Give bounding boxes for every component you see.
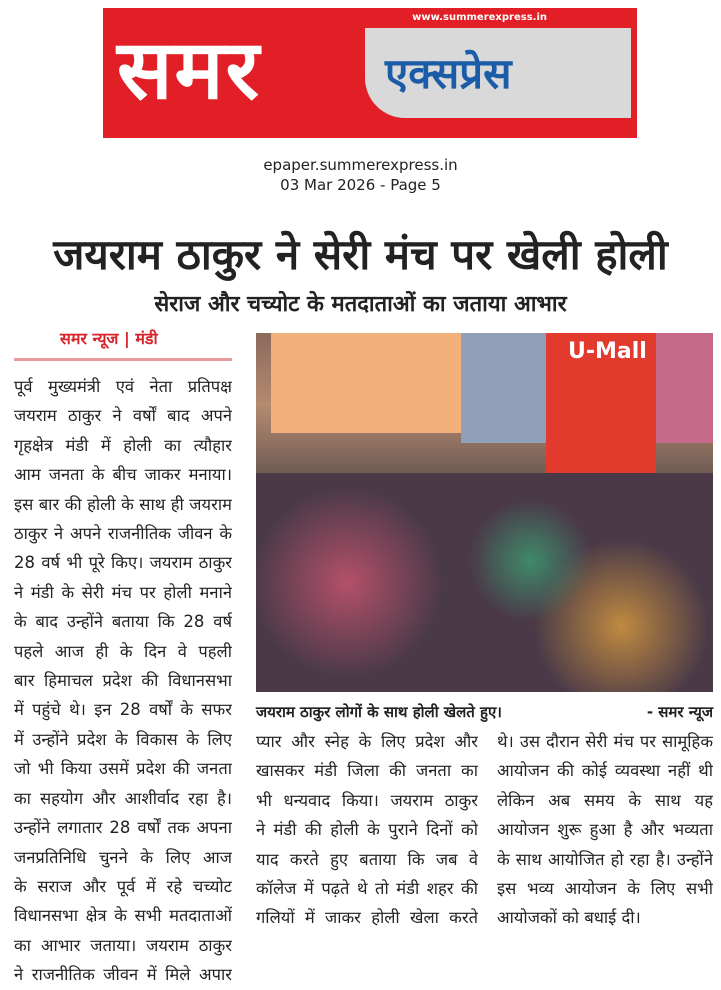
article-line: गृहक्षेत्र मंडी में होली का त्यौहार bbox=[14, 435, 232, 455]
article-line: बार हिमाचल प्रदेश की विधानसभा bbox=[14, 671, 232, 691]
byline: समर न्यूज | मंडी bbox=[60, 329, 158, 348]
news-photo bbox=[256, 333, 713, 692]
logo-samar: समर bbox=[117, 23, 262, 118]
newspaper-logo bbox=[103, 8, 637, 138]
article-line: के साथ आयोजित हो रहा है। उन्होंने bbox=[497, 849, 713, 869]
article-line: जो भी किया उसमें प्रदेश की जनता bbox=[14, 759, 232, 779]
article-line: जयराम ठाकुर ने वर्षों बाद अपने bbox=[14, 406, 232, 426]
article-line: के सराज और पूर्व में रहे चच्योट bbox=[14, 876, 232, 896]
article-line: में उन्होंने प्रदेश के विकास के लिए bbox=[14, 729, 232, 749]
article-line: में पहुंचे थे। इन 28 वर्षों के सफर bbox=[14, 700, 232, 720]
umall-sign: U-Mall bbox=[568, 339, 647, 364]
article-line: इस बार की होली के साथ ही जयराम bbox=[14, 494, 232, 514]
article-line: उन्होंने लगातार 28 वर्षों तक अपना bbox=[14, 818, 232, 838]
article-line: पहले आज ही के दिन वे पहली bbox=[14, 641, 232, 661]
article-line: खासकर मंडी जिला की जनता का bbox=[256, 761, 478, 781]
building bbox=[461, 333, 546, 443]
article-line: पूर्व मुख्यमंत्री एवं नेता प्रतिपक्ष bbox=[14, 377, 232, 396]
article-line: गलियों में जाकर होली खेला करते bbox=[256, 908, 478, 928]
article-line: याद करते हुए बताया कि जब वे bbox=[256, 849, 478, 869]
article-line: आम जनता के बीच जाकर मनाया। bbox=[14, 465, 232, 485]
epaper-site[interactable]: epaper.summerexpress.in bbox=[263, 156, 458, 174]
article-column-2 bbox=[256, 727, 478, 933]
article-line: भी धन्यवाद किया। जयराम ठाकुर bbox=[256, 790, 478, 810]
article-line: ने मंडी के सेरी मंच पर होली मनाने bbox=[14, 582, 232, 602]
logo-panel bbox=[365, 28, 631, 118]
banner-right bbox=[656, 333, 713, 443]
article-line: ठाकुर ने अपने राजनीतिक जीवन के bbox=[14, 524, 232, 544]
article-line: आयोजन शुरू हुआ है और भव्यता bbox=[497, 820, 713, 840]
article-column-3 bbox=[497, 727, 713, 933]
article-line: ने मंडी की होली के पुराने दिनों को bbox=[256, 820, 478, 840]
epaper-meta bbox=[0, 155, 721, 195]
caption-text: जयराम ठाकुर लोगों के साथ होली खेलते हुए। bbox=[256, 703, 502, 721]
article-line: विधानसभा क्षेत्र के सभी मतदाताओं bbox=[14, 906, 232, 926]
article-line: प्यार और स्नेह के लिए प्रदेश और bbox=[256, 732, 478, 751]
article-line: का सहयोग और आशीर्वाद रहा है। bbox=[14, 788, 232, 808]
logo-url: www.summerexpress.in bbox=[412, 12, 547, 23]
subheadline: सेराज और चच्योट के मतदाताओं का जताया आभार bbox=[154, 292, 567, 317]
article-line: जनप्रतिनिधि चुनने के लिए आज bbox=[14, 847, 232, 867]
article-line: कॉलेज में पढ़ते थे तो मंडी शहर की bbox=[256, 879, 478, 899]
headline: जयराम ठाकुर ने सेरी मंच पर खेली होली bbox=[53, 230, 668, 279]
banner-sweets bbox=[271, 333, 461, 433]
article-line: 28 वर्ष भी पूरे किए। जयराम ठाकुर bbox=[14, 553, 232, 573]
article-line: ने राजनीतिक जीवन में मिले अपार bbox=[14, 965, 232, 985]
article-column-1 bbox=[14, 372, 232, 990]
article-line: लेकिन अब समय के साथ यह bbox=[497, 790, 713, 810]
article-line: इस भव्य आयोजन के लिए सभी bbox=[497, 879, 713, 899]
byline-divider bbox=[14, 358, 232, 361]
article-line: थे। उस दौरान सेरी मंच पर सामूहिक bbox=[497, 732, 713, 751]
article-line: के बाद उन्होंने बताया कि 28 वर्ष bbox=[14, 612, 232, 632]
caption-credit: - समर न्यूज bbox=[646, 703, 713, 721]
article-line: आयोजकों को बधाई दी। bbox=[497, 908, 641, 928]
crowd bbox=[256, 473, 713, 692]
article-line: का आभार जताया। जयराम ठाकुर bbox=[14, 935, 232, 955]
date-page: 03 Mar 2026 - Page 5 bbox=[280, 176, 441, 194]
photo-caption bbox=[256, 702, 713, 722]
article-line: आयोजन की कोई व्यवस्था नहीं थी bbox=[497, 761, 713, 781]
logo-express: एक्सप्रेस bbox=[385, 49, 512, 98]
